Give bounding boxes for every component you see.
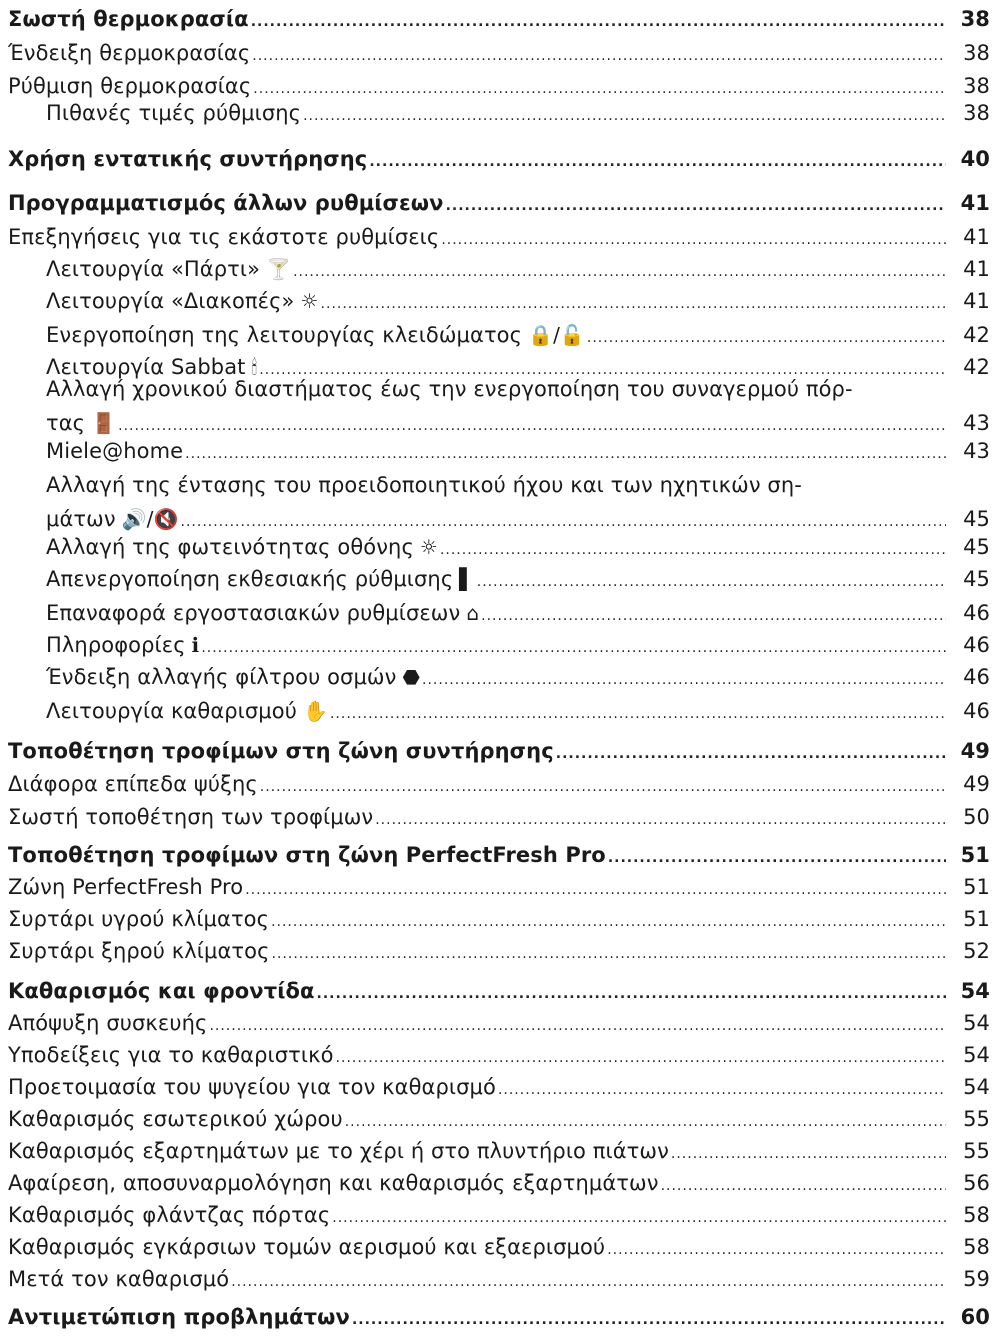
filter-icon: ⬣ — [402, 665, 421, 689]
flag-icon: ▌ — [459, 567, 475, 591]
toc-entry[interactable] — [0, 220, 990, 254]
toc-entry[interactable] — [0, 1262, 990, 1296]
page-number: 49 — [960, 739, 990, 763]
dot-leader — [369, 145, 946, 179]
toc-entry[interactable] — [0, 1166, 990, 1200]
toc-entry[interactable] — [0, 1198, 990, 1232]
toc-entry-title: Miele@home — [46, 439, 184, 463]
toc-entry-title: Μετά τον καθαρισμό — [8, 1267, 230, 1291]
toc-entry-title: Πληροφορίες ℹ — [0, 628, 199, 662]
dot-leader — [303, 99, 946, 133]
toc-entry-title: Ενεργοποίηση της λειτουργίας κλειδώματος 🔒/🔓 — [0, 318, 585, 352]
toc-entry-title: Πιθανές τιμές ρύθμισης — [46, 101, 302, 125]
page-number: 43 — [963, 411, 990, 435]
toc-entry-title: Αφαίρεση, αποσυναρμολόγηση και καθαρισμός εξαρτημάτων — [8, 1171, 659, 1195]
toc-entry[interactable] — [0, 1230, 990, 1264]
page-number: 38 — [963, 101, 990, 125]
cocktail-glass-icon: 🍸 — [266, 257, 292, 281]
volume-mute-icon: 🔊/🔇 — [121, 507, 179, 531]
dot-leader — [252, 39, 946, 73]
page-number: 41 — [963, 289, 990, 313]
toc-entry-title: Αντιμετώπιση προβλημάτων — [8, 1305, 350, 1329]
page-number: 55 — [963, 1107, 990, 1131]
toc-entry[interactable] — [0, 96, 990, 130]
toc-entry[interactable] — [0, 1006, 990, 1040]
page-number: 43 — [963, 439, 990, 463]
page-number: 45 — [963, 507, 990, 531]
page-number: 58 — [963, 1203, 990, 1227]
toc-entry-title: Λειτουργία «Διακοπές» ☼ — [0, 284, 319, 318]
toc-entry-title: Επαναφορά εργοστασιακών ρυθμίσεων ⌂ — [0, 596, 479, 630]
info-icon: ℹ — [191, 633, 200, 657]
toc-entry-title: Συρτάρι υγρού κλίματος — [8, 907, 270, 931]
page-number: 41 — [963, 225, 990, 249]
page-number: 45 — [963, 535, 990, 559]
toc-entry-title: Απόψυξη συσκευής — [8, 1011, 208, 1035]
dot-leader — [556, 737, 946, 771]
dot-leader — [446, 189, 946, 223]
page-number: 54 — [963, 1075, 990, 1099]
toc-entry[interactable] — [0, 934, 990, 968]
page-number: 49 — [963, 772, 990, 796]
page-number: 46 — [963, 699, 990, 723]
dot-leader — [330, 697, 946, 731]
toc-entry-title-line1: Αλλαγή της έντασης του προειδοποιητικού ήχου και των ηχητικών ση- — [46, 473, 802, 497]
toc-entry-title: Συρτάρι ξηρού κλίματος — [8, 939, 270, 963]
toc-entry[interactable] — [0, 660, 990, 694]
toc-entry[interactable] — [0, 318, 990, 352]
toc-entry-title: Καθαρισμός εξαρτημάτων με το χέρι ή στο πλυντήριο πιάτων — [8, 1139, 669, 1163]
dot-leader — [375, 803, 946, 837]
page-number: 54 — [963, 1011, 990, 1035]
toc-entry[interactable] — [0, 1300, 990, 1334]
page-number: 54 — [960, 979, 990, 1003]
toc-entry-title: Λειτουργία Sabbat 🕯 — [0, 350, 257, 384]
candles-icon: 🕯 — [251, 355, 258, 379]
page-number: 46 — [963, 601, 990, 625]
dot-leader — [251, 5, 946, 39]
page-number: 52 — [963, 939, 990, 963]
page-number: 41 — [960, 191, 990, 215]
toc-entry[interactable] — [0, 974, 990, 1008]
toc-entry[interactable] — [0, 734, 990, 768]
toc-entry[interactable] — [0, 284, 990, 318]
toc-entry-title: Ρύθμιση θερμοκρασίας — [8, 74, 252, 98]
toc-entry[interactable] — [0, 596, 990, 630]
toc-entry-title: Καθαρισμός φλάντζας πόρτας — [8, 1203, 331, 1227]
brightness-icon: ☼ — [419, 535, 438, 559]
toc-entry[interactable] — [0, 694, 990, 728]
toc-entry-title: Προετοιμασία του ψυγείου για τον καθαρισμό — [8, 1075, 496, 1099]
page-number: 46 — [963, 633, 990, 657]
dot-leader — [477, 565, 946, 599]
toc-entry-title: Επεξηγήσεις για τις εκάστοτε ρυθμίσεις — [8, 225, 440, 249]
toc-entry[interactable] — [0, 252, 990, 286]
toc-entry-title: Λειτουργία καθαρισμού ✋ — [0, 694, 328, 728]
page-number: 50 — [963, 805, 990, 829]
page-number: 38 — [960, 7, 990, 31]
toc-entry-title: Χρήση εντατικής συντήρησης — [8, 147, 368, 171]
toc-entry[interactable] — [0, 2, 990, 36]
toc-entry[interactable] — [0, 870, 990, 904]
toc-entry-title: Λειτουργία «Πάρτι» 🍸 — [0, 252, 291, 286]
dot-leader — [272, 937, 946, 971]
dot-leader — [260, 770, 946, 804]
toc-entry[interactable] — [0, 142, 990, 176]
toc-entry-title: Καθαρισμός εγκάρσιων τομών αερισμού και εξαερισμού — [8, 1235, 606, 1259]
page-number: 60 — [960, 1305, 990, 1329]
factory-icon: ⌂ — [466, 601, 480, 625]
toc-entry-title-line1: Αλλαγή χρονικού διαστήματος έως την ενεργοποίηση του συναγερμού πόρ- — [46, 377, 853, 401]
dot-leader — [185, 437, 946, 471]
toc-entry[interactable] — [0, 767, 990, 801]
toc-entry-title: Απενεργοποίηση εκθεσιακής ρύθμισης ▌ — [0, 562, 475, 596]
page-number: 42 — [963, 355, 990, 379]
toc-entry-title: Υποδείξεις για το καθαριστικό — [8, 1043, 334, 1067]
page-number: 56 — [963, 1171, 990, 1195]
sun-horizon-icon: ☼ — [300, 289, 319, 313]
toc-entry-title: Τοποθέτηση τροφίμων στη ζώνη PerfectFresh Pro — [8, 843, 606, 867]
toc-entry-title: Σωστή θερμοκρασία — [8, 7, 249, 31]
page-number: 51 — [963, 875, 990, 899]
dot-leader — [321, 287, 946, 321]
toc-entry[interactable] — [0, 36, 990, 70]
toc-entry[interactable] — [0, 902, 990, 936]
toc-entry-title: Καθαρισμός και φροντίδα — [8, 979, 315, 1003]
toc-entry[interactable] — [0, 186, 990, 220]
toc-entry-title: Αλλαγή της φωτεινότητας οθόνης ☼ — [0, 530, 438, 564]
toc-entry[interactable] — [0, 1070, 990, 1104]
toc-entry[interactable] — [0, 1102, 990, 1136]
toc-entry-title: Διάφορα επίπεδα ψύξης — [8, 772, 258, 796]
page-number: 59 — [963, 1267, 990, 1291]
page-number: 40 — [960, 147, 990, 171]
page-number: 41 — [963, 257, 990, 281]
door-icon: 🚪 — [91, 411, 117, 435]
toc-entry[interactable] — [0, 1134, 990, 1168]
toc-entry[interactable] — [0, 562, 990, 596]
toc-entry[interactable] — [0, 628, 990, 662]
page-number: 51 — [963, 907, 990, 931]
toc-entry[interactable] — [0, 434, 990, 468]
page-number: 58 — [963, 1235, 990, 1259]
toc-entry-title: Τοποθέτηση τροφίμων στη ζώνη συντήρησης — [8, 739, 554, 763]
cleaning-hand-icon: ✋ — [302, 699, 328, 723]
toc-entry-title: τας 🚪 — [0, 406, 116, 440]
lock-unlock-icon: 🔒/🔓 — [528, 323, 585, 347]
page-number: 38 — [963, 41, 990, 65]
page-number: 55 — [963, 1139, 990, 1163]
toc-entry-title: Καθαρισμός εσωτερικού χώρου — [8, 1107, 343, 1131]
toc-entry[interactable] — [0, 1038, 990, 1072]
page-number: 51 — [960, 843, 990, 867]
toc-entry-title: Σωστή τοποθέτηση των τροφίμων — [8, 805, 374, 829]
page-number: 42 — [963, 323, 990, 347]
toc-entry-title: Ένδειξη θερμοκρασίας — [8, 41, 251, 65]
toc-entry-title: Προγραμματισμός άλλων ρυθμίσεων — [8, 191, 444, 215]
page-number: 46 — [963, 665, 990, 689]
toc-entry[interactable] — [0, 468, 990, 536]
page-number: 54 — [963, 1043, 990, 1067]
toc-entry-title: μάτων 🔊/🔇 — [0, 502, 179, 536]
page-number: 38 — [963, 74, 990, 98]
toc-entry[interactable] — [0, 838, 990, 872]
page-number: 45 — [963, 567, 990, 591]
dot-leader — [422, 663, 946, 697]
toc-entry-title: Ζώνη PerfectFresh Pro — [8, 875, 244, 899]
toc-entry-title: Ένδειξη αλλαγής φίλτρου οσμών ⬣ — [0, 660, 420, 694]
toc-entry[interactable] — [0, 800, 990, 834]
toc-entry[interactable] — [0, 372, 990, 440]
dot-leader — [231, 1265, 946, 1299]
toc-entry[interactable] — [0, 530, 990, 564]
